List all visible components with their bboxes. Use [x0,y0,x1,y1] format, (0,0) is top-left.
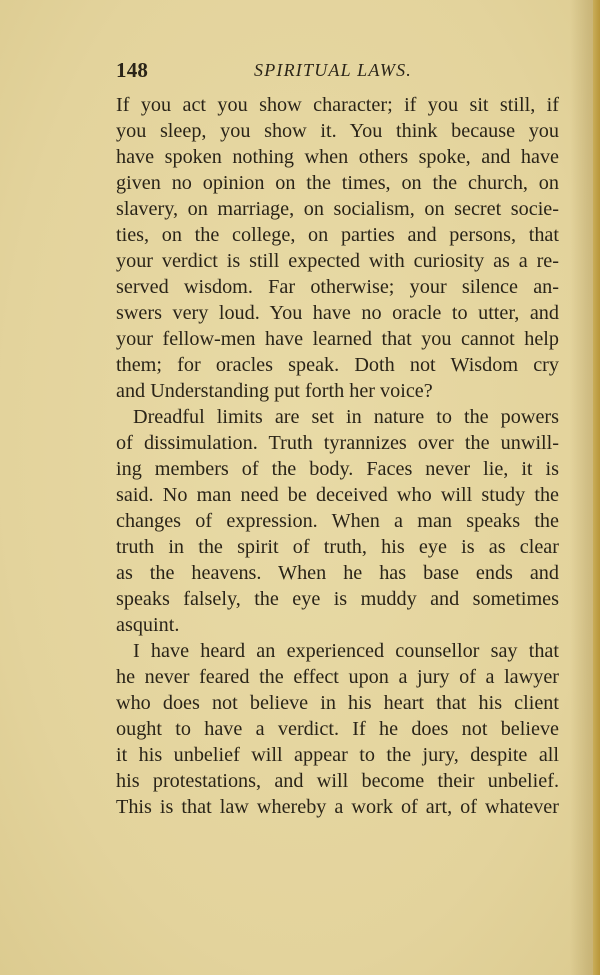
text-line: your fellow-men have learned that you cannot help [116,328,559,350]
page-header [116,58,558,88]
text-line: said. No man need be deceived who will study the [116,484,559,506]
running-head: SPIRITUAL LAWS. [254,60,413,80]
text-line: have spoken nothing when others spoke, and have [116,146,559,168]
text-line: This is that law whereby a work of art, of whatever [116,796,559,818]
text-line: Dreadful limits are set in nature to the powers [133,406,559,428]
text-line: of dissimulation. Truth tyrannizes over the unwill- [116,432,559,454]
text-line: I have heard an experienced counsellor say that [133,640,559,662]
page-number: 148 [116,58,149,82]
text-line: who does not believe in his heart that his client [116,692,559,714]
text-line: your verdict is still expected with curiosity as a re- [116,250,559,272]
text-line: ing members of the body. Faces never lie, it is [116,458,559,480]
text-line: slavery, on marriage, on socialism, on secret socie- [116,198,559,220]
page-edge [593,0,600,975]
text-line: ties, on the college, on parties and persons, that [116,224,559,246]
text-line: changes of expression. When a man speaks the [116,510,559,532]
text-line: them; for oracles speak. Doth not Wisdom cry [116,354,559,376]
text-line: given no opinion on the times, on the church, on [116,172,559,194]
text-line: his protestations, and will become their unbelief. [116,770,559,792]
text-line: truth in the spirit of truth, his eye is as clear [116,536,559,558]
text-line: and Understanding put forth her voice? [116,380,433,402]
text-line: ought to have a verdict. If he does not believe [116,718,559,740]
text-line: served wisdom. Far otherwise; your silence an- [116,276,559,298]
text-line: he never feared the effect upon a jury of a lawyer [116,666,559,688]
text-line: If you act you show character; if you sit still, if [116,94,559,116]
text-line: you sleep, you show it. You think because you [116,120,559,142]
text-line: speaks falsely, the eye is muddy and sometimes [116,588,559,610]
text-line: swers very loud. You have no oracle to utter, and [116,302,559,324]
text-line: as the heavens. When he has base ends and [116,562,559,584]
text-line: asquint. [116,614,180,636]
text-line: it his unbelief will appear to the jury, despite all [116,744,559,766]
